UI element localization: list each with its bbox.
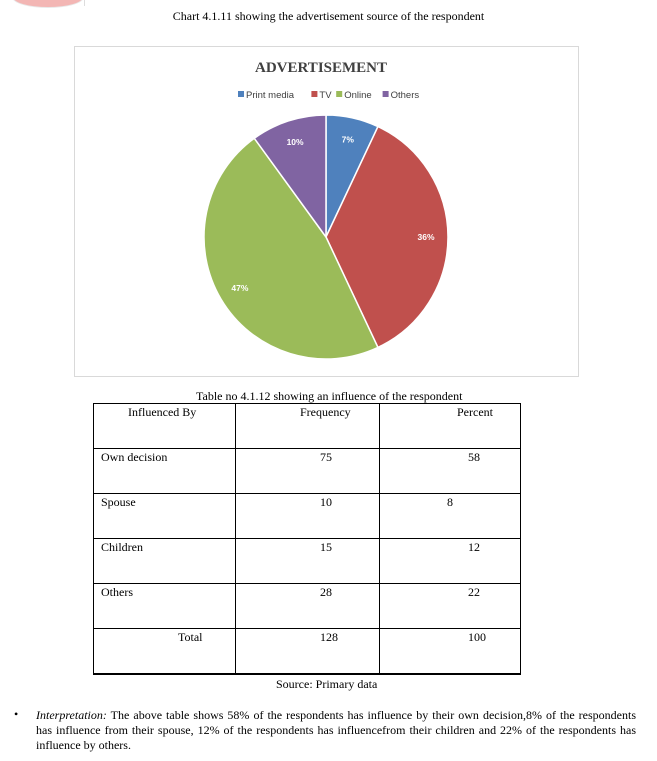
influence-table <box>93 403 521 675</box>
corner-decoration <box>12 0 84 8</box>
percent-cell: 12 <box>468 540 480 554</box>
legend-label: Online <box>344 90 372 101</box>
column-header-percent: Percent <box>457 405 493 419</box>
interpretation-paragraph <box>36 708 636 753</box>
row-label: Own decision <box>101 450 168 464</box>
legend-swatch <box>336 91 342 97</box>
percent-cell: 8 <box>447 495 453 509</box>
corner-line <box>84 0 85 6</box>
legend-swatch <box>311 91 317 97</box>
interpretation-label: Interpretation: <box>36 708 107 722</box>
chart-title: ADVERTISEMENT <box>255 60 387 76</box>
total-percent: 100 <box>468 630 486 644</box>
total-label: Total <box>178 630 203 644</box>
interpretation-text: The above table shows 58% of the respondents has influence by their own decision,8% of the respondents has influence from their spouse, 12% of the respondents has influencefrom their children and 22% of the respondents has influence by others. <box>36 708 636 752</box>
pie-data-label: 10% <box>286 136 304 147</box>
chart-legend <box>238 90 419 101</box>
legend-swatch <box>383 91 389 97</box>
legend-label: Others <box>390 90 420 101</box>
column-header-influenced-by: Influenced By <box>128 405 197 419</box>
row-label: Others <box>101 585 133 599</box>
total-frequency: 128 <box>320 630 338 644</box>
table-row <box>94 539 521 584</box>
pie-data-label: 36% <box>417 232 435 242</box>
pie-data-label: 7% <box>341 134 354 145</box>
frequency-cell: 10 <box>320 495 332 509</box>
frequency-cell: 28 <box>320 585 332 599</box>
pie-slices <box>204 115 448 359</box>
bullet-icon: • <box>14 707 19 721</box>
legend-label: TV <box>319 90 332 101</box>
column-header-frequency: Frequency <box>300 405 351 419</box>
frequency-cell: 15 <box>320 540 332 554</box>
table-header-row <box>94 404 521 449</box>
row-label: Spouse <box>101 495 136 509</box>
percent-cell: 22 <box>468 585 480 599</box>
table-caption: Table no 4.1.12 showing an influence of the respondent <box>196 389 463 403</box>
legend-label: Print media <box>246 90 295 101</box>
frequency-cell: 75 <box>320 450 332 464</box>
table-row <box>94 494 521 539</box>
pie-chart <box>74 46 579 377</box>
legend-swatch <box>238 91 244 97</box>
table-total-row <box>94 629 521 675</box>
row-label: Children <box>101 540 143 554</box>
chart-caption: Chart 4.1.11 showing the advertisement source of the respondent <box>172 9 485 23</box>
source-note: Source: Primary data <box>276 677 378 691</box>
table-row <box>94 449 521 494</box>
table-row <box>94 584 521 629</box>
percent-cell: 58 <box>468 450 480 464</box>
pie-data-label: 47% <box>231 282 249 293</box>
